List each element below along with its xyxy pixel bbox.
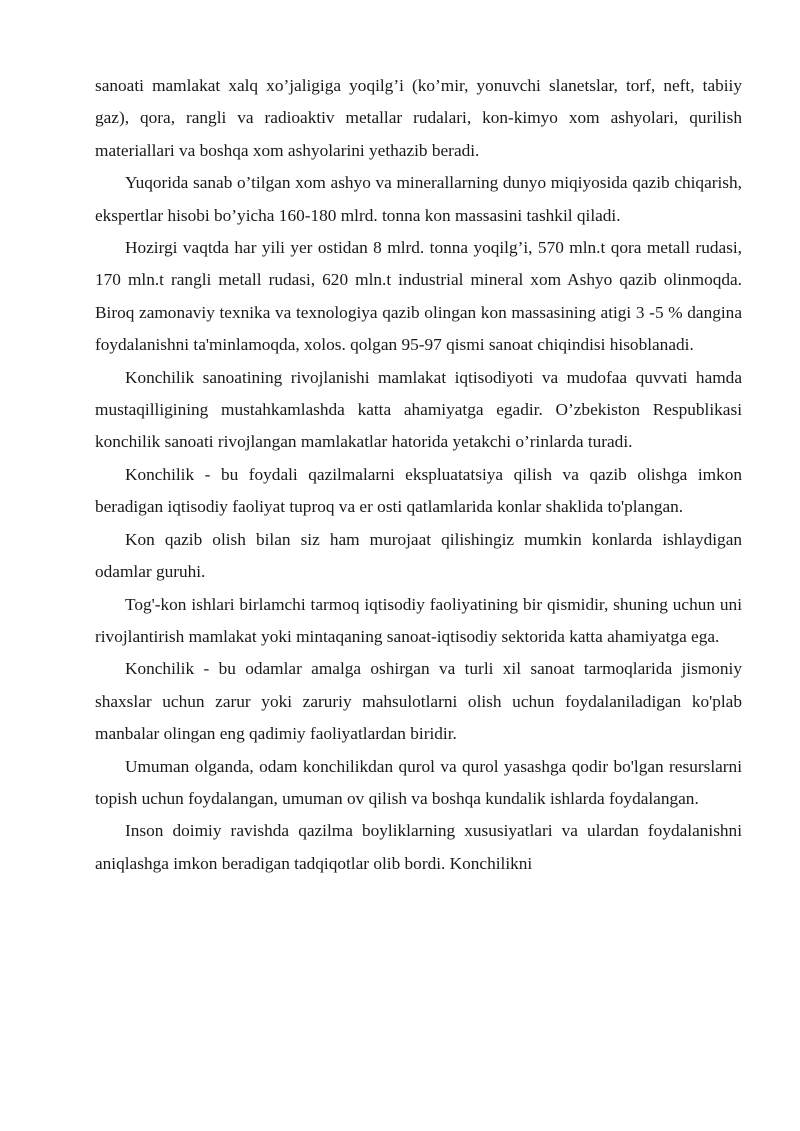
- paragraph-2: Yuqorida sanab o’tilgan xom ashyo va minerallarning dunyo miqiyosida qazib chiqarish, ekspertlar hisobi bo’yicha 160-180 mlrd. tonna kon massasini tashkil qiladi.: [95, 173, 742, 225]
- paragraph-10: Inson doimiy ravishda qazilma boyliklarning xususiyatlari va ulardan foydalanishni aniqlashga imkon beradigan tadqiqotlar olib bordi. Konchilikni: [95, 821, 742, 873]
- paragraph-3: Hozirgi vaqtda har yili yer ostidan 8 mlrd. tonna yoqilg’i, 570 mln.t qora metall rudasi, 170 mln.t rangli metall rudasi, 620 mln.t industrial mineral xom Ashyo qazib olinmoqda. Biroq zamonaviy texnika va texnologiya qazib olingan kon massasining atigi 3 -5 % dangina foydalanishni ta'minlamoqda, xolos. qolgan 95-97 qismi sanoat chiqindisi hisoblanadi.: [95, 238, 742, 355]
- paragraph-1: sanoati mamlakat xalq xo’jaligiga yoqilg’i (ko’mir, yonuvchi slanetslar, torf, neft, tabiiy gaz), qora, rangli va radioaktiv metallar rudalari, kon-kimyo xom ashyolari, qurilish materiallari va boshqa xom ashyolarini yethazib beradi.: [95, 76, 742, 160]
- paragraph-8: Konchilik - bu odamlar amalga oshirgan va turli xil sanoat tarmoqlarida jismoniy shaxslar uchun zarur yoki zaruriy mahsulotlarni olish uchun foydalaniladigan ko'plab manbalar olingan eng qadimiy faoliyatlardan biridir.: [95, 659, 742, 744]
- paragraph-7: Tog'-kon ishlari birlamchi tarmoq iqtisodiy faoliyatining bir qismidir, shuning uchun uni rivojlantirish mamlakat yoki mintaqaning sanoat-iqtisodiy sektorida katta ahamiyatga ega.: [95, 594, 742, 646]
- paragraph-5: Konchilik - bu foydali qazilmalarni ekspluatatsiya qilish va qazib olishga imkon beradigan iqtisodiy faoliyat tuproq va er osti qatlamlarida konlar shaklida to'plangan.: [95, 464, 742, 517]
- document-page: [95, 70, 742, 880]
- paragraph-9: Umuman olganda, odam konchilikdan qurol va qurol yasashga qodir bo'lgan resurslarni topish uchun foydalangan, umuman ov qilish va boshqa kundalik ishlarda foydalangan.: [95, 756, 742, 808]
- paragraph-6: Kon qazib olish bilan siz ham murojaat qilishingiz mumkin konlarda ishlaydigan odamlar guruhi.: [95, 529, 742, 582]
- paragraph-4: Konchilik sanoatining rivojlanishi mamlakat iqtisodiyoti va mudofaa quvvati hamda mustaqilligining mustahkamlashda katta ahamiyatga egadir. O’zbekiston Respublikasi konchilik sanoati rivojlangan mamlakatlar hatorida yetakchi o’rinlarda turadi.: [95, 367, 742, 452]
